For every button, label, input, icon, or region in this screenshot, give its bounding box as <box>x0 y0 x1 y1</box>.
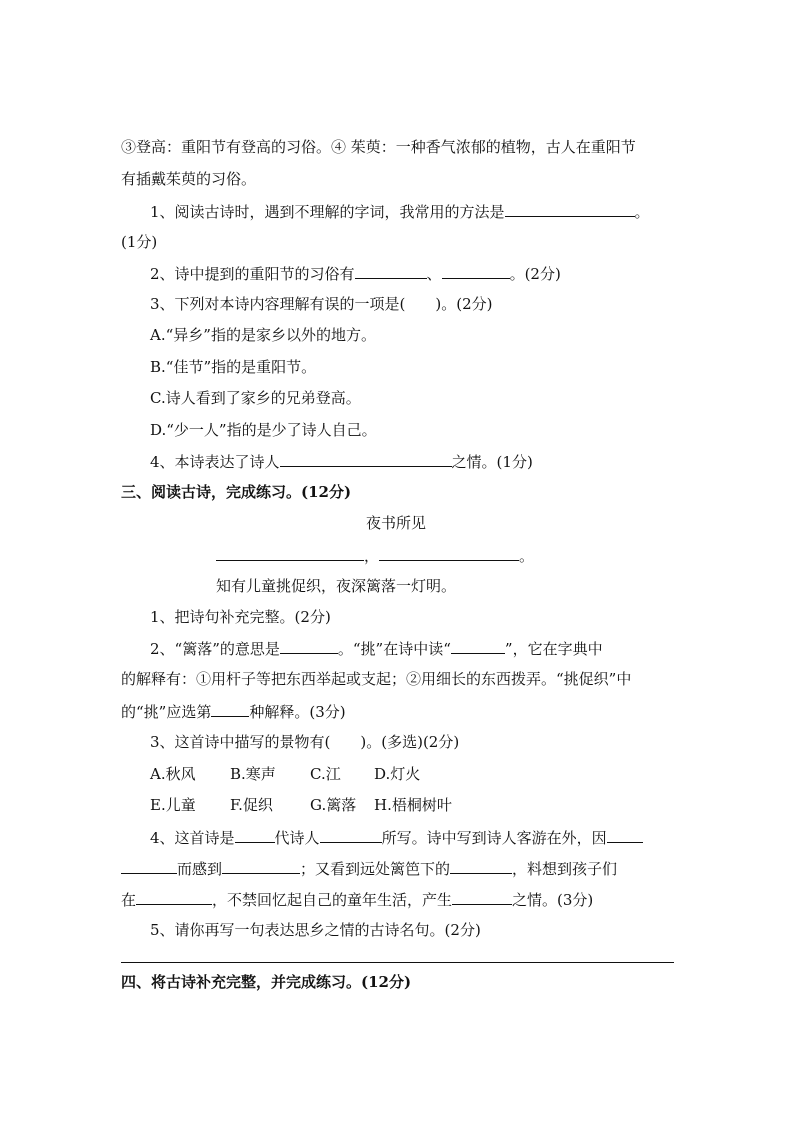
option-item: B.寒声 <box>230 765 276 783</box>
s3-q3: 3、这首诗中描写的景物有( )。(多选)(2分) <box>150 733 460 751</box>
s2-q1-score: (1分) <box>121 233 158 251</box>
answer-blank[interactable] <box>355 263 427 279</box>
answer-blank[interactable] <box>450 858 512 874</box>
s2-q4: 4、本诗表达了诗人 之情。(1分) <box>150 453 533 471</box>
option-item: G.篱落 <box>310 796 357 814</box>
s3-q1: 1、把诗句补充完整。(2分) <box>150 608 331 626</box>
answer-blank[interactable] <box>280 451 452 467</box>
answer-blank[interactable] <box>379 545 519 561</box>
answer-blank[interactable] <box>505 201 635 217</box>
poem-line-2: 知有儿童挑促织，夜深篱落一灯明。 <box>216 577 457 595</box>
answer-blank[interactable] <box>280 638 338 654</box>
section-3-heading: 三、阅读古诗，完成练习。(12分) <box>121 483 352 501</box>
s2-q1: 1、阅读古诗时，遇到不理解的字词，我常用的方法是 。 <box>150 203 650 221</box>
option-item: C.江 <box>310 765 341 783</box>
option-item: H.梧桐树叶 <box>374 796 452 814</box>
answer-blank[interactable] <box>320 827 382 843</box>
answer-blank[interactable] <box>222 858 300 874</box>
option-item: E.儿童 <box>150 796 196 814</box>
s2-q3: 3、下列对本诗内容理解有误的一项是( )。(2分) <box>150 295 493 313</box>
option-item: A.秋风 <box>150 765 196 783</box>
s2-option-b: B.“佳节”指的是重阳节。 <box>150 358 317 376</box>
poem-title: 夜书所见 <box>366 514 427 532</box>
answer-blank[interactable] <box>442 263 510 279</box>
note-line-2: 有插戴茱萸的习俗。 <box>121 170 257 188</box>
note-line-1: ③登高：重阳节有登高的习俗。④ 茱萸：一种香气浓郁的植物，古人在重阳节 <box>121 138 636 156</box>
answer-blank[interactable] <box>216 545 364 561</box>
answer-blank[interactable] <box>451 638 505 654</box>
s2-option-d: D.“少一人”指的是少了诗人自己。 <box>150 421 377 439</box>
answer-blank[interactable] <box>452 889 512 905</box>
option-item: F.促织 <box>230 796 273 814</box>
s2-option-c: C.诗人看到了家乡的兄弟登高。 <box>150 389 361 407</box>
answer-line[interactable] <box>121 962 674 963</box>
s2-option-a: A.“异乡”指的是家乡以外的地方。 <box>150 326 376 344</box>
option-item: D.灯火 <box>374 765 421 783</box>
poem-line-1: ， 。 <box>216 545 534 566</box>
answer-blank[interactable] <box>235 827 275 843</box>
s3-q4: 4、这首诗是 代诗人 所写。诗中写到诗人客游在外，因 <box>150 827 643 848</box>
section-4-heading: 四、将古诗补充完整，并完成练习。(12分) <box>121 973 412 991</box>
s3-q4-line3: 在 ，不禁回忆起自己的童年生活，产生 之情。(3分) <box>121 891 594 909</box>
s3-q4-line2: 而感到 ；又看到远处篱笆下的 ，料想到孩子们 <box>121 858 617 879</box>
answer-blank[interactable] <box>121 858 177 874</box>
s3-q5: 5、请你再写一句表达思乡之情的古诗名句。(2分) <box>150 921 481 939</box>
answer-blank[interactable] <box>607 827 643 843</box>
answer-blank[interactable] <box>136 889 212 905</box>
s3-q2-line3: 的“挑”应选第 种解释。(3分) <box>121 703 346 721</box>
s3-q2: 2、“篱落”的意思是 。“挑”在诗中读“ ”，它在字典中 <box>150 640 603 658</box>
answer-blank[interactable] <box>211 701 249 717</box>
s3-q2-line2: 的解释有：①用杆子等把东西举起或支起；②用细长的东西拨弄。“挑促织”中 <box>121 670 632 688</box>
s2-q2: 2、诗中提到的重阳节的习俗有 、 。(2分) <box>150 265 561 283</box>
